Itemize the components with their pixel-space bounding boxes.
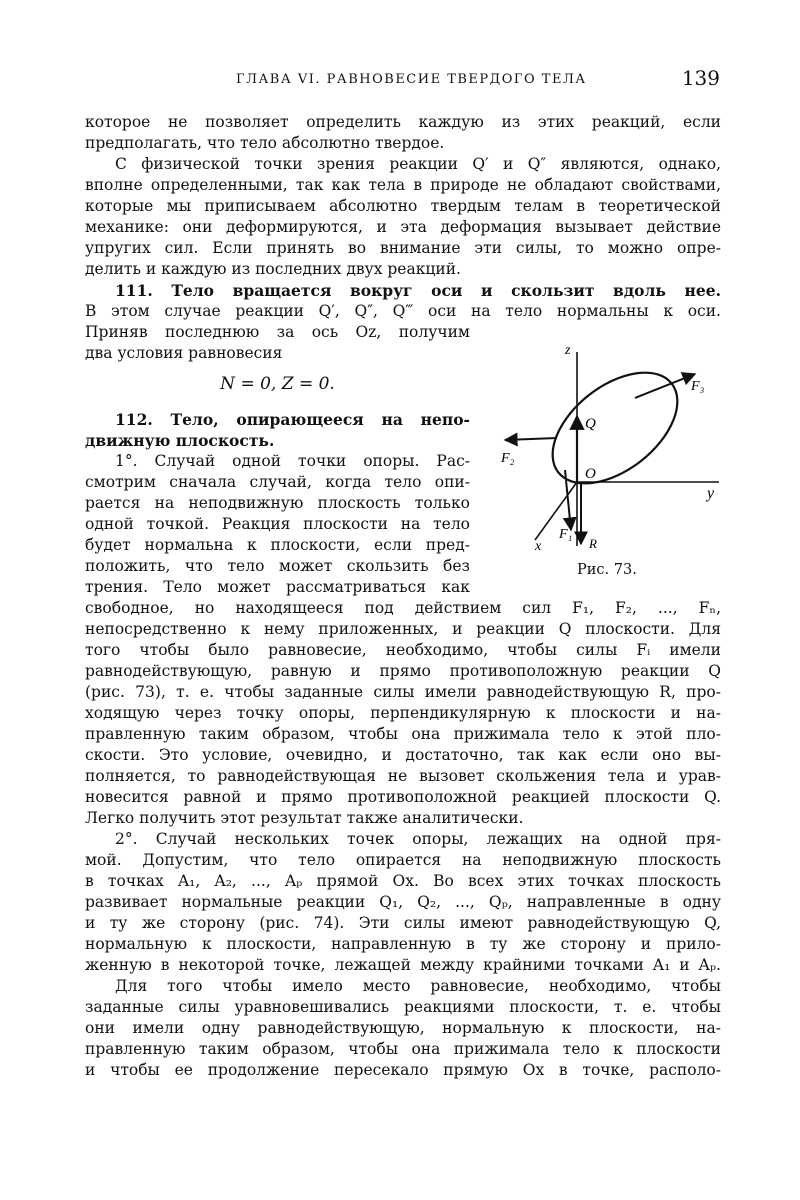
text-line: механике: они деформируются, и эта деформация вызывает действие	[85, 218, 721, 236]
text-line: рается на неподвижную плоскость только	[85, 494, 470, 512]
section-heading: 112. Тело, опирающееся на непо-	[115, 410, 470, 429]
z-label: z	[565, 343, 571, 358]
text-line: два условия равновесия	[85, 344, 283, 362]
text-line: правленную таким образом, чтобы она прижимала тело к плоскости	[85, 1040, 721, 1058]
page-number: 139	[681, 66, 720, 90]
figure-caption: Рис. 73.	[577, 562, 637, 578]
text-line: смотрим сначала случай, когда тело опи-	[85, 473, 470, 491]
text-line: Для того чтобы имело место равновесие, необходимо, чтобы	[115, 977, 721, 995]
text-line: они имели одну равнодействующую, нормальную к плоскости, на-	[85, 1019, 721, 1037]
text-line: развивает нормальные реакции Q₁, Q₂, ..., Qₚ, направленные в одну	[85, 893, 721, 911]
text-line: равнодействующую, равную и прямо противоположную реакции Q	[85, 662, 721, 680]
y-label: y	[707, 485, 715, 502]
text-line: полняется, то равнодействующая не вызовет скольжения тела и урав-	[85, 767, 721, 785]
text-line: 1°. Случай одной точки опоры. Рас-	[115, 452, 470, 470]
text-line: (рис. 73), т. е. чтобы заданные силы имели равнодействующую R, про-	[85, 683, 721, 701]
text-line: вполне определенными, так как тела в природе не обладают свойствами,	[85, 176, 721, 194]
text-line: женную в некоторой точке, лежащей между крайними точками A₁ и Aₚ.	[85, 956, 721, 974]
page-header	[150, 66, 720, 96]
text-line: правленную таким образом, чтобы она прижимала тело к этой пло-	[85, 725, 721, 743]
f1-label: F₁	[559, 527, 573, 542]
text-line: упругих сил. Если принять во внимание эти силы, то можно опре-	[85, 239, 721, 257]
figure-73	[495, 340, 725, 590]
f2-label: F₂	[501, 451, 515, 466]
text-line: заданные силы уравновешивались реакциями плоскости, т. е. чтобы	[85, 998, 721, 1016]
r-label: R	[589, 536, 597, 551]
o-label: O	[585, 466, 596, 482]
running-head: ГЛАВА VI. РАВНОВЕСИЕ ТВЕРДОГО ТЕЛА	[236, 72, 587, 87]
text-line: положить, что тело может скользить без	[85, 557, 470, 575]
text-line: одной точкой. Реакция плоскости на тело	[85, 515, 470, 533]
text-line: непосредственно к нему приложенных, и реакции Q плоскости. Для	[85, 620, 721, 638]
text-line: делить и каждую из последних двух реакций.	[85, 260, 461, 278]
text-line: будет нормальна к плоскости, если пред-	[85, 536, 470, 554]
text-line: предполагать, что тело абсолютно твердое.	[85, 134, 445, 152]
text-line: новесится равной и прямо противоположной реакцией плоскости Q.	[85, 788, 721, 806]
equilibrium-formula: N = 0, Z = 0.	[220, 374, 335, 394]
text-line: которое не позволяет определить каждую из этих реакций, если	[85, 113, 721, 131]
x-label: x	[535, 539, 542, 554]
text-line: В этом случае реакции Q′, Q″, Q‴ оси на тело нормальны к оси.	[85, 302, 721, 320]
text-line: и ту же сторону (рис. 74). Эти силы имеют равнодействующую Q,	[85, 914, 721, 932]
page-body	[85, 112, 721, 1081]
text-line: мой. Допустим, что тело опирается на неподвижную плоскость	[85, 851, 721, 869]
f3-label: F₃	[691, 379, 705, 394]
text-line: Приняв последнюю за ось Oz, получим	[85, 323, 470, 341]
section-heading: движную плоскость.	[85, 431, 275, 450]
text-line: С физической точки зрения реакции Q′ и Q″ являются, однако,	[115, 155, 721, 173]
text-line: и чтобы ее продолжение пересекало прямую Ox в точке, располо-	[85, 1061, 721, 1079]
text-line: 2°. Случай нескольких точек опоры, лежащих на одной пря-	[115, 830, 721, 848]
text-line: в точках A₁, A₂, ..., Aₚ прямой Ox. Во всех этих точках плоскость	[85, 872, 721, 890]
section-heading: 111. Тело вращается вокруг оси и скользит вдоль нее.	[115, 281, 721, 300]
f2-vector	[505, 438, 557, 440]
q-label: Q	[585, 416, 596, 432]
text-line: ходящую через точку опоры, перпендикулярную к плоскости и на-	[85, 704, 721, 722]
text-line: нормальную к плоскости, направленную в ту же сторону и прило-	[85, 935, 721, 953]
text-line: того чтобы было равновесие, необходимо, чтобы силы Fᵢ имели	[85, 641, 721, 659]
text-line: скости. Это условие, очевидно, и достаточно, так как если оно вы-	[85, 746, 721, 764]
text-line: которые мы приписываем абсолютно твердым телам в теоретической	[85, 197, 721, 215]
figure-73-diagram	[495, 340, 725, 560]
text-line: трения. Тело может рассматриваться как	[85, 578, 470, 596]
text-line: свободное, но находящееся под действием сил F₁, F₂, ..., Fₙ,	[85, 599, 721, 617]
text-line: Легко получить этот результат также аналитически.	[85, 809, 524, 827]
